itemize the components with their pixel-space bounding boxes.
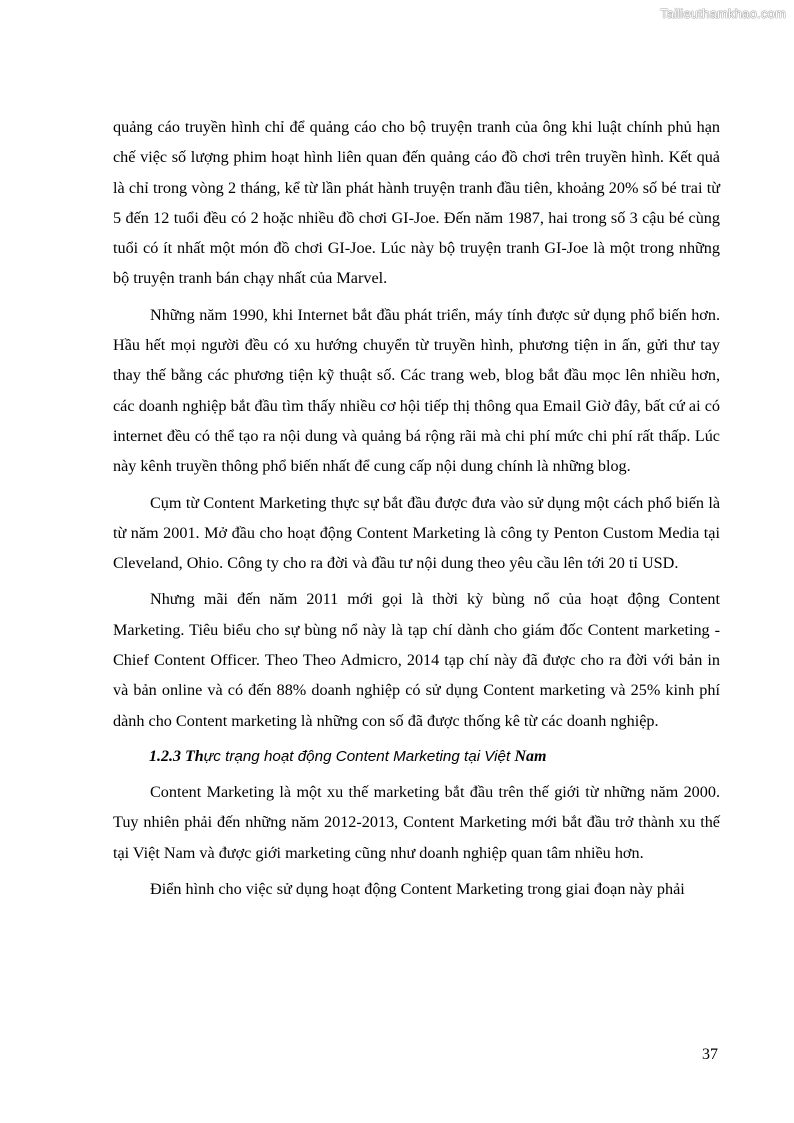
page-number: 37 <box>702 1046 718 1063</box>
section-heading-last-word: Nam <box>514 747 547 765</box>
body-paragraph-4: Nhưng mãi đến năm 2011 mới gọi là thời kỳ bùng nổ của hoạt động Content Marketing. Tiêu biểu cho sự bùng nổ này là tạp chí dành cho giám đốc Content marketing - Chief Content Officer. Theo Theo Admicro, 2014 tạp chí này đã được cho ra đời với bản in và bản online và có đến 88% doanh nghiệp có sử dụng Content marketing và 25% kinh phí dành cho Content marketing là những con số đã được thống kê từ các doanh nghiệp. <box>113 590 720 730</box>
body-paragraph-1: quảng cáo truyền hình chỉ để quảng cáo cho bộ truyện tranh của ông khi luật chính phủ hạn chế việc số lượng phim hoạt hình liên quan đến quảng cáo đồ chơi trên truyền hình. Kết quả là chỉ trong vòng 2 tháng, kể từ lần phát hành truyện tranh đầu tiên, khoảng 20% số bé trai từ 5 đến 12 tuổi đều có 2 hoặc nhiều đồ chơi GI-Joe. Đến năm 1987, hai trong số 3 cậu bé cùng tuổi có ít nhất một món đồ chơi GI-Joe. Lúc này bộ truyện tranh GI-Joe là một trong những bộ truyện tranh bán chạy nhất của Marvel. <box>113 118 720 288</box>
page-body <box>113 112 720 910</box>
body-paragraph-3: Cụm từ Content Marketing thực sự bắt đầu được đưa vào sử dụng một cách phổ biến là từ năm 2001. Mở đầu cho hoạt động Content Marketing là công ty Penton Custom Media tại Cleveland, Ohio. Công ty cho ra đời và đầu tư nội dung theo yêu cầu lên tới 20 tỉ USD. <box>113 493 720 573</box>
body-paragraph-2: Những năm 1990, khi Internet bắt đầu phát triển, máy tính được sử dụng phổ biến hơn. Hầu hết mọi người đều có xu hướng chuyển từ truyền hình, phương tiện in ấn, gửi thư tay thay thế bằng các phương tiện kỹ thuật số. Các trang web, blog bắt đầu mọc lên nhiều hơn, các doanh nghiệp bắt đầu tìm thấy nhiều cơ hội tiếp thị thông qua Email Giờ đây, bất cứ ai có internet đều có thể tạo ra nội dung và quảng bá rộng rãi mà chi phí mức chi phí rất thấp. Lúc này kênh truyền thông phổ biến nhất để cung cấp nội dung chính là những blog. <box>113 305 720 476</box>
body-paragraph-6: Điển hình cho việc sử dụng hoạt động Content Marketing trong giai đoạn này phải <box>150 879 685 898</box>
section-heading-number: 1.2.3 Th <box>149 747 204 765</box>
section-heading <box>113 742 720 772</box>
body-paragraph-5: Content Marketing là một xu thế marketing bắt đầu trên thế giới từ những năm 2000. Tuy nhiên phải đến những năm 2012-2013, Content Marketing mới bắt đầu trở thành xu thế tại Việt Nam và được giới marketing cũng như doanh nghiệp quan tâm nhiều hơn. <box>113 782 720 862</box>
watermark-text: Tailieuthamkhao.com <box>660 6 786 21</box>
section-heading-title: ực trạng hoạt động Content Marketing tại Việt <box>203 747 515 765</box>
